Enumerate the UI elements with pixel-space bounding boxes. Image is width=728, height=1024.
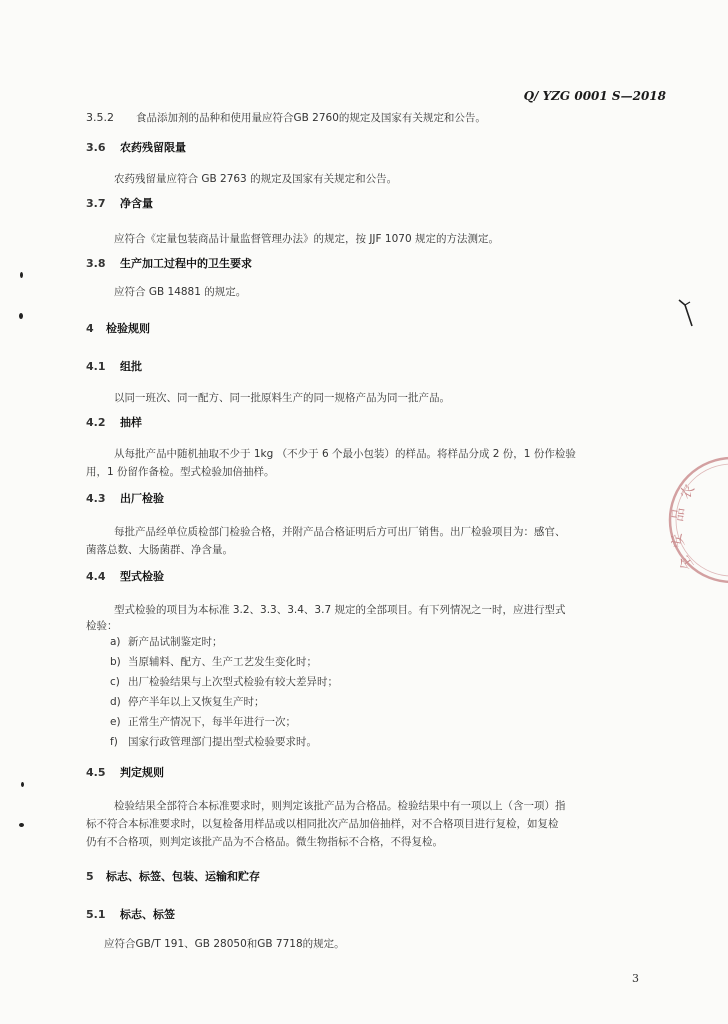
scan-mark (21, 782, 24, 787)
section-4-3-line2: 菌落总数、大肠菌群、净含量。 (86, 544, 233, 556)
section-3-5-2 (86, 106, 486, 130)
section-4-5-line3: 仍有不合格项，则判定该批产品为不合格品。微生物指标不合格，不得复检。 (86, 836, 443, 848)
section-3-8-text: 应符合 GB 14881 的规定。 (114, 286, 247, 298)
section-3-6-text: 农药残留量应符合 GB 2763 的规定及国家有关规定和公告。 (114, 173, 398, 185)
list-item: d) 停产半年以上又恢复生产时； (110, 696, 265, 708)
list-item: f) 国家行政管理部门提出型式检验要求时。 (110, 736, 317, 748)
section-4-2-line1: 从每批产品中随机抽取不少于 1kg （不少于 6 个最小包装）的样品。将样品分成 2 份，1 份作检验 (114, 448, 576, 460)
scan-mark (19, 823, 24, 827)
svg-text:品: 品 (670, 506, 688, 523)
section-4-3-heading: 4.3 出厂检验 (86, 492, 164, 505)
list-item: c) 出厂检验结果与上次型式检验有较大差异时； (110, 676, 338, 688)
section-number: 3.5.2 (86, 111, 114, 124)
section-3-7-heading: 3.7 净含量 (86, 197, 153, 210)
section-4-1-text: 以同一班次、同一配方、同一批原料生产的同一规格产品为同一批产品。 (114, 392, 450, 404)
chapter-5-heading: 5 标志、标签、包装、运输和贮存 (86, 870, 260, 883)
chapter-4-heading: 4 检验规则 (86, 322, 150, 335)
svg-text:农: 农 (677, 482, 699, 502)
page-number: 3 (632, 972, 639, 985)
section-4-4-heading: 4.4 型式检验 (86, 570, 164, 583)
svg-text:全: 全 (676, 552, 698, 573)
section-3-7-text: 应符合《定量包装商品计量监督管理办法》的规定，按 JJF 1070 规定的方法测定。 (114, 233, 499, 245)
scan-mark (20, 272, 23, 278)
section-4-3-line1: 每批产品经单位质检部门检验合格，并附产品合格证明后方可出厂销售。出厂检验项目为：感官、 (114, 526, 566, 538)
section-4-5-heading: 4.5 判定规则 (86, 766, 164, 779)
section-4-2-line2: 用，1 份留作备检。型式检验加倍抽样。 (86, 466, 275, 478)
standard-code: Q/ YZG 0001 S—2018 (523, 89, 666, 103)
section-4-1-heading: 4.1 组批 (86, 360, 142, 373)
section-5-1-heading: 5.1 标志、标签 (86, 908, 175, 921)
svg-text:安: 安 (668, 531, 688, 550)
section-4-5-line2: 标不符合本标准要求时，以复检备用样品或以相同批次产品加倍抽样，对不合格项目进行复检，如复检 (86, 818, 559, 830)
list-item: e) 正常生产情况下，每半年进行一次； (110, 716, 296, 728)
section-4-5-line1: 检验结果全部符合本标准要求时，则判定该批产品为合格品。检验结果中有一项以上（含一项）指 (114, 800, 566, 812)
list-item: b) 当原辅料、配方、生产工艺发生变化时； (110, 656, 317, 668)
list-item: a) 新产品试制鉴定时； (110, 636, 223, 648)
section-3-8-heading: 3.8 生产加工过程中的卫生要求 (86, 257, 252, 270)
pen-mark-icon (676, 296, 696, 332)
official-seal-icon (662, 450, 728, 590)
section-4-4-line1: 型式检验的项目为本标准 3.2、3.3、3.4、3.7 规定的全部项目。有下列情况之一时，应进行型式 (114, 604, 566, 616)
section-text: 食品添加剂的品种和使用量应符合GB 2760的规定及国家有关规定和公告。 (136, 112, 486, 124)
section-5-1-text: 应符合GB/T 191、GB 28050和GB 7718的规定。 (104, 938, 345, 950)
scan-mark (19, 313, 23, 319)
section-4-4-line2: 检验： (86, 620, 118, 632)
section-3-6-heading: 3.6 农药残留限量 (86, 141, 186, 154)
section-4-2-heading: 4.2 抽样 (86, 416, 142, 429)
